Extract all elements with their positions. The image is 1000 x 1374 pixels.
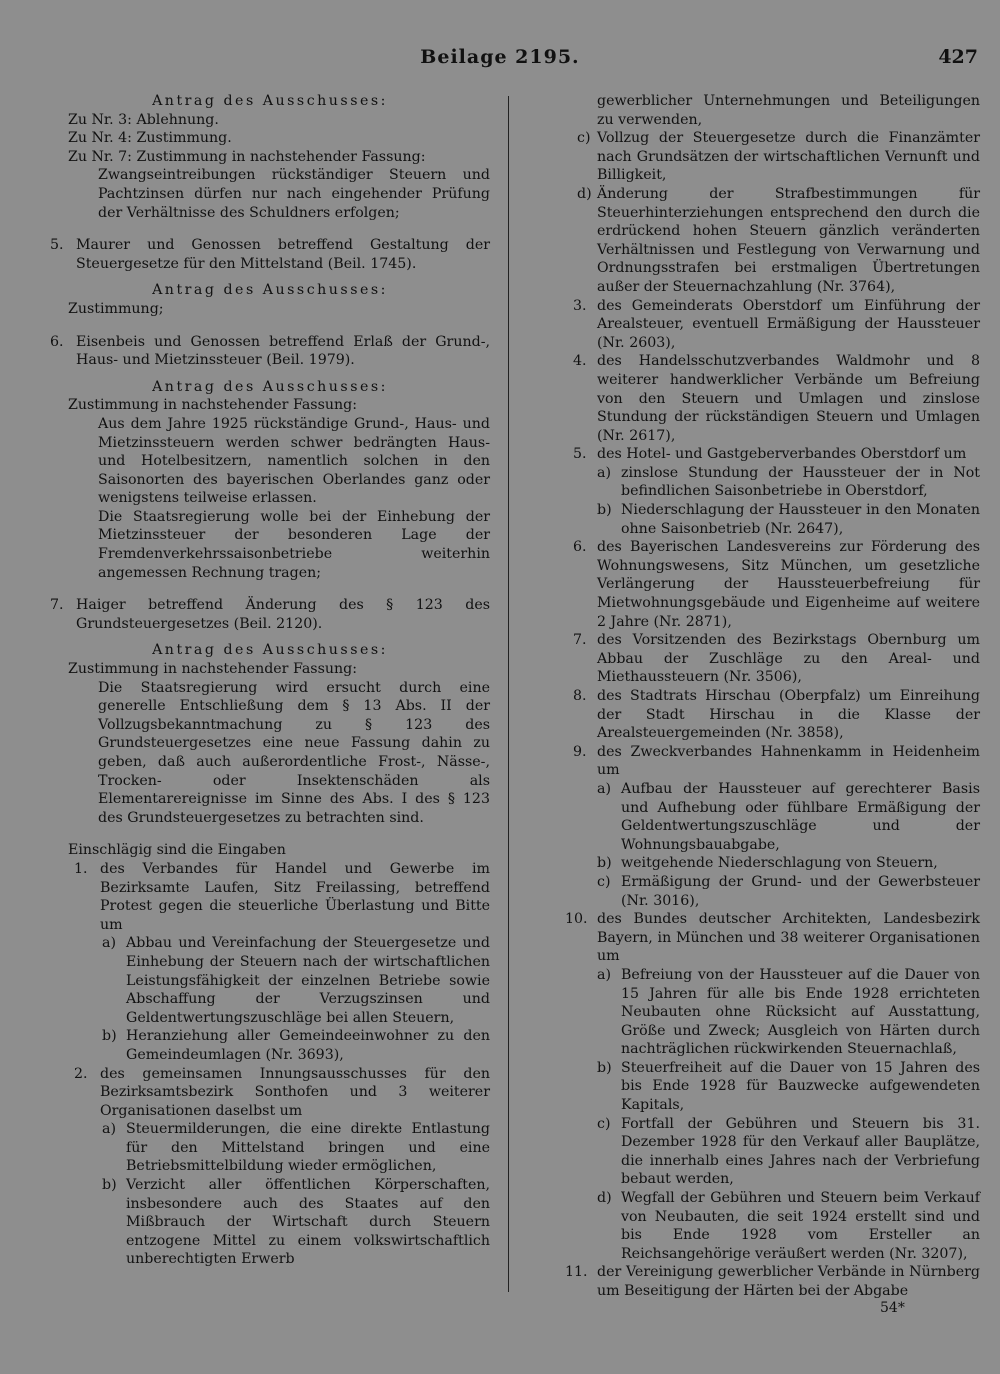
antrag-body: Die Staatsregierung wolle bei der Einhebung der Mietzinssteuer der besonderen Lage der Fremdenverkehrssaisonbetriebe weiterhin angemessen Rechnung tragen; [98,508,490,581]
list-item [525,445,980,464]
list-item [50,1065,490,1121]
sub-item [50,1176,490,1269]
list-item [50,860,490,934]
list-item [525,538,980,631]
sub-item-text: Wegfall der Gebühren und Steuern beim Verkauf von Neubauten, die seit 1924 erstellt sind und bis Ende 1928 vom Ersteller an Reichsangehörige veräußert werden (Nr. 3207), [621,1190,980,1262]
antrag-body: Die Staatsregierung wird ersucht durch eine generelle Entschließung dem § 13 Abs. II der Vollzugsbekanntmachung zu § 123 des Grundsteuergesetzes eine neue Fassung dahin zu geben, daß auch außerordentliche Frost-, Nässe-, Trocken- oder Insektenschäden als Elementarereignisse im Sinne des Abs. I des § 123 des Grundsteuergesetzes zu betrachten sind. [98,679,490,826]
list-item [50,333,490,370]
sub-item [525,780,980,854]
sub-item-text: gewerblicher Unternehmungen und Beteiligungen zu verwenden, [597,93,980,128]
item-text: des Gemeinderats Oberstdorf um Einführung der Arealsteuer, eventuell Ermäßigung der Haussteuer (Nr. 2603), [597,297,980,351]
sub-item [525,185,980,297]
sub-item-text: Befreiung von der Haussteuer auf die Dauer von 15 Jahren für alle bis Ende 1928 errichteten Neubauten ohne Rücksicht auf Ausstattung, Größe und Zweck; Ausgleich von Härten durch nachträglichen rückwirkenden Steuernachlaß, [621,966,980,1058]
sub-item-letter: d) [577,185,592,202]
item-number: 7. [50,597,64,614]
list-item [525,743,980,780]
left-column [50,92,490,1269]
item-number: 9. [573,743,587,760]
sub-item [525,1189,980,1263]
sub-item [525,854,980,873]
sub-item-letter: b) [597,1059,612,1076]
antrag-heading: Antrag des Ausschusses: [152,378,388,395]
antrag-text: Zustimmung; [68,300,164,317]
sub-item-letter: a) [102,935,116,952]
sub-item-letter: a) [597,966,611,983]
item-number: 5. [573,446,587,463]
list-item [525,631,980,687]
sub-item-letter: b) [102,1028,117,1045]
sub-item-letter: a) [597,464,611,481]
sub-item-letter: c) [597,873,611,890]
sub-item-text: Heranziehung aller Gemeindeeinwohner zu den Gemeindeumlagen (Nr. 3693), [126,1028,490,1063]
item-text: des Hotel- und Gastgeberverbandes Oberstdorf um [597,446,967,463]
sub-item-text: Ermäßigung der Grund- und der Gewerbsteuer (Nr. 3016), [621,873,980,909]
item-number: 8. [573,688,587,704]
sub-item [525,1059,980,1115]
antrag-line: Zu Nr. 3: Ablehnung. [68,111,219,128]
item-text: des Handelsschutzverbandes Waldmohr und 8 weiterer handwerklicher Verbände um Befreiung von den Steuern und Umlagen und zinslose Stundung der rückständigen Steuern und Umlagen (Nr. 2617), [597,353,980,444]
sub-item-text: zinslose Stundung der Haussteuer der in Not befindlichen Saisonbetriebe in Oberstdorf, [621,464,980,500]
item-number: 7. [573,632,587,649]
antrag-text: Zustimmung in nachstehender Fassung: [68,661,358,678]
sub-item [525,966,980,1059]
item-text: des Zweckverbandes Hahnenkamm in Heidenheim um [597,743,980,779]
item-number: 3. [573,297,587,314]
antrag-body: Aus dem Jahre 1925 rückständige Grund-, Haus- und Mietzinssteuern werden schwer bedrängten Haus- und Hotelbesitzern, namentlich solchen in den Saisonorten des bayerischen Oberlandes ganz oder wenigstens teilweise erlassen. [98,415,490,507]
sub-item-text: Aufbau der Haussteuer auf gerechterer Basis und Aufhebung oder fühlbare Ermäßigung der Geldentwertungszuschläge und der Wohnungsbauabgabe, [621,780,980,853]
sub-item-letter: a) [597,780,611,797]
sub-item-letter: a) [102,1121,116,1138]
sub-item-text: Verzicht aller öffentlichen Körperschaften, insbesondere auch des Staates auf den Mißbrauch der Wirtschaft durch Steuern entzogene Mittel zu einem volkswirtschaftlich unberechtigten Erwerb [126,1177,490,1268]
antrag-heading: Antrag des Ausschusses: [152,642,388,659]
sub-item-text: weitgehende Niederschlagung von Steuern, [621,855,938,872]
list-item [50,236,490,273]
antrag-heading: Antrag des Ausschusses: [152,93,388,109]
page-header-title: Beilage 2195. [420,46,580,68]
antrag-line: Zu Nr. 4: Zustimmung. [68,130,232,147]
sub-item [525,464,980,501]
item-number: 6. [50,333,64,350]
list-item [525,687,980,743]
sub-item [50,1027,490,1064]
item-number: 10. [565,911,588,928]
sub-item [525,873,980,910]
sub-item-text: Vollzug der Steuergesetze durch die Finanzämter nach Grundsätzen der wirtschaftlichen Vernunft und Billigkeit, [597,130,980,184]
sub-item-letter: c) [597,1115,611,1132]
sub-item [50,1120,490,1176]
item-text: Haiger betreffend Änderung des § 123 des Grundsteuergesetzes (Beil. 2120). [76,597,490,632]
list-item [525,1263,980,1300]
list-item [525,910,980,966]
sub-item-text: Änderung der Strafbestimmungen für Steuerhinterziehungen entsprechend den durch die erdrückend hohen Steuern gänzlich veränderten Verhältnissen und Festlegung von Verwarnung und Ordnungsstrafen bei erstmaligen Übertretungen außer der Steuernachzahlung (Nr. 3764), [597,185,980,295]
sub-item-text: Fortfall der Gebühren und Steuern bis 31. Dezember 1928 für den Verkauf aller Bauplätze, die innerhalb eines Jahres nach der Verbriefung bebaut werden, [621,1115,980,1188]
list-item [525,352,980,445]
sub-item-letter: b) [597,502,612,519]
sub-item-letter: c) [577,130,591,147]
sub-item-continuation [525,92,980,129]
item-number: 4. [573,353,587,370]
sub-item-text: Abbau und Vereinfachung der Steuergesetze und Einhebung der Steuern nach der wirtschaftlichen Leistungsfähigkeit der einzelnen Betriebe sowie Abschaffung der Verzugszinsen und Geldentwertungszuschläge bei allen Steuern, [126,935,490,1026]
signature-mark: 54* [880,1300,905,1316]
item-number: 6. [573,539,587,556]
item-text: des Bundes deutscher Architekten, Landesbezirk Bayern, in München und 38 weiterer Organisationen um [597,911,980,965]
item-text: Eisenbeis und Genossen betreffend Erlaß der Grund-, Haus- und Mietzinssteuer (Beil. 1979). [76,333,490,369]
column-divider [508,96,509,1292]
item-number: 11. [565,1264,588,1281]
item-number: 2. [74,1065,88,1082]
sub-item-letter: d) [597,1190,612,1207]
page-number: 427 [938,46,978,68]
sub-item-text: Steuerfreiheit auf die Dauer von 15 Jahren des bis Ende 1928 für Bauzwecke aufgewendeten Kapitals, [621,1059,980,1114]
antrag-body: Zwangseintreibungen rückständiger Steuern und Pachtzinsen dürfen nur nach eingehender Prüfung der Verhältnisse des Schuldners erfolgen; [98,167,490,221]
item-text: des Bayerischen Landesvereins zur Förderung des Wohnungswesens, Sitz München, um gesetzliche Verlängerung der Haussteuerbefreiung für Mietwohnungsgebäude und Eigenheime auf weitere 2 Jahre (Nr. 2871), [597,539,980,630]
sub-item-text: Steuermilderungen, die eine direkte Entlastung für den Mittelstand bringen und eine Betriebsmittelbildung wieder ermöglichen, [126,1121,490,1175]
sub-item [525,501,980,538]
item-text: des Stadtrats Hirschau (Oberpfalz) um Einreihung der Stadt Hirschau in die Klasse der Arealsteuergemeinden (Nr. 3858), [597,688,980,742]
item-text: des gemeinsamen Innungsausschusses für den Bezirksamtsbezirk Sonthofen und 3 weiterer Organisationen daselbst um [100,1065,490,1119]
sub-item-letter: b) [597,855,612,872]
item-text: des Verbandes für Handel und Gewerbe im Bezirksamte Laufen, Sitz Freilassing, betreffend Protest gegen die steuerliche Überlastung und Bitte um [100,860,490,933]
sub-item [50,934,490,1027]
antrag-text: Zustimmung in nachstehender Fassung: [68,397,358,414]
antrag-line: Zu Nr. 7: Zustimmung in nachstehender Fassung: [68,148,426,165]
sub-item [525,1115,980,1189]
sub-item-text: Niederschlagung der Haussteuer in den Monaten ohne Saisonbetrieb (Nr. 2647), [621,502,980,537]
item-number: 5. [50,237,64,254]
eingaben-heading: Einschlägig sind die Eingaben [68,842,286,859]
antrag-heading: Antrag des Ausschusses: [152,282,388,299]
item-text: Maurer und Genossen betreffend Gestaltung der Steuergesetze für den Mittelstand (Beil. 1745). [76,237,490,272]
sub-item [525,129,980,185]
list-item [525,297,980,353]
item-text: der Vereinigung gewerblicher Verbände in Nürnberg um Beseitigung der Härten bei der Abgabe [597,1264,980,1299]
right-column [525,92,980,1301]
list-item [50,596,490,633]
item-number: 1. [74,860,88,877]
item-text: des Vorsitzenden des Bezirkstags Obernburg um Abbau der Zuschläge zu den Areal- und Miethaussteuern (Nr. 3506), [597,632,980,686]
sub-item-letter: b) [102,1177,117,1194]
